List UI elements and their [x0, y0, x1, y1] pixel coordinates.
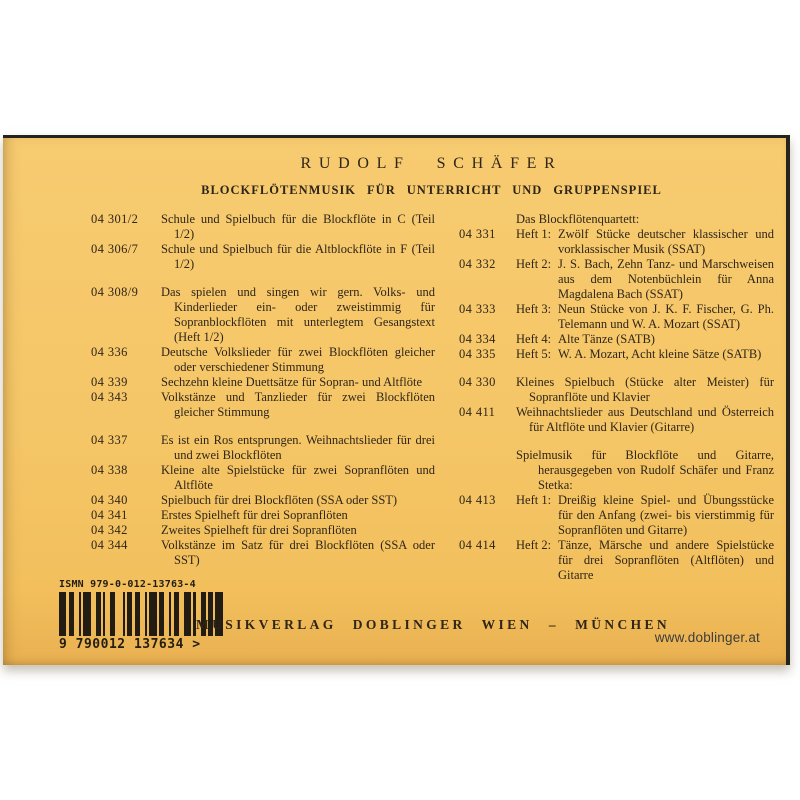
- publisher-line: MUSIKVERLAG DOBLINGER WIEN – MÜNCHEN: [195, 617, 671, 632]
- catalog-number: 04 334: [459, 332, 496, 346]
- catalog-row: [91, 433, 435, 463]
- catalog-entry-text: Erstes Spielheft für drei Sopranflöten: [161, 508, 348, 522]
- catalog-row: [459, 493, 774, 538]
- catalog-entry-text: Das spielen und singen wir gern. Volks- und Kinderlieder ein- oder zweistimmig für Sopranblockflöten mit unterlegtem Gesangstext (Heft 1/2): [161, 285, 435, 344]
- catalog-entry-text: Zwölf Stücke deutscher klassischer und vorklassischer Musik (SSAT): [558, 227, 774, 256]
- catalog-row: [459, 257, 774, 302]
- catalog-entry-text: Volkstänze im Satz für drei Blockflöten (SSA oder SST): [161, 538, 435, 567]
- catalog-number: 04 332: [459, 257, 496, 271]
- catalog-row: [91, 390, 435, 420]
- catalog-number: 04 306/7: [91, 242, 139, 256]
- heft-label: Heft 2:: [516, 257, 552, 271]
- catalog-number: 04 337: [91, 433, 128, 447]
- catalog-entry-text: Schule und Spielbuch für die Altblockflöte in F (Teil 1/2): [161, 242, 435, 271]
- barcode: [59, 579, 223, 652]
- heft-label: Heft 5:: [516, 347, 552, 361]
- catalog-column-left: [91, 212, 435, 583]
- heft-label: Heft 3:: [516, 302, 552, 316]
- catalog-entry-text: Neun Stücke von J. K. F. Fischer, G. Ph. Telemann und W. A. Mozart (SSAT): [558, 302, 774, 331]
- catalog-number: 04 330: [459, 375, 496, 389]
- barcode-digits: 9 790012 137634 >: [59, 637, 201, 652]
- catalog-row: [91, 508, 435, 523]
- catalog-number: 04 411: [459, 405, 496, 419]
- catalog-number: 04 335: [459, 347, 496, 361]
- catalog-row: [459, 405, 774, 435]
- catalog-entry-text: Dreißig kleine Spiel- und Übungsstücke für den Anfang (zwei- bis vierstimmig für Sopranflöten und Gitarre): [558, 493, 774, 537]
- catalog-row: [459, 538, 774, 583]
- catalog-number: 04 336: [91, 345, 128, 359]
- catalog-entry-text: J. S. Bach, Zehn Tanz- und Marschweisen aus dem Notenbüchlein für Anna Magdalena Bach (SSAT): [558, 257, 774, 301]
- headline: [91, 155, 772, 198]
- catalog-row: [91, 242, 435, 272]
- section-header-quartett: Das Blockflötenquartett:: [516, 212, 640, 226]
- series-note: Spielmusik für Blockflöte und Gitarre, herausgegeben von Rudolf Schäfer und Franz Stetka:: [516, 448, 774, 492]
- catalog-number: 04 344: [91, 538, 128, 552]
- catalog-columns: [91, 212, 774, 583]
- catalog-entry-text: Volkstänze und Tanzlieder für zwei Blockflöten gleicher Stimmung: [161, 390, 435, 419]
- book-back-cover: [3, 135, 790, 665]
- heft-label: Heft 2:: [516, 538, 552, 552]
- catalog-number: 04 338: [91, 463, 128, 477]
- catalog-entry-text: Sechzehn kleine Duettsätze für Sopran- und Altflöte: [161, 375, 423, 389]
- catalog-number: 04 341: [91, 508, 128, 522]
- catalog-row: [459, 375, 774, 405]
- catalog-entry-text: Es ist ein Ros entsprungen. Weihnachtslieder für drei und zwei Blockflöten: [161, 433, 435, 462]
- catalog-entry-text: Alte Tänze (SATB): [558, 332, 655, 346]
- catalog-row: [91, 375, 435, 390]
- heft-label: Heft 1:: [516, 227, 552, 241]
- catalog-entry-text: W. A. Mozart, Acht kleine Sätze (SATB): [558, 347, 762, 361]
- catalog-row: [91, 523, 435, 538]
- website-label: www.doblinger.at: [654, 630, 760, 645]
- catalog-number: 04 342: [91, 523, 128, 537]
- catalog-entry-text: Deutsche Volkslieder für zwei Blockflöten gleicher oder verschiedener Stimmung: [161, 345, 435, 374]
- catalog-row: [91, 538, 435, 568]
- catalog-row: [459, 302, 774, 332]
- catalog-number: 04 339: [91, 375, 128, 389]
- catalog-number: 04 340: [91, 493, 128, 507]
- catalog-entry-text: Kleine alte Spielstücke für zwei Sopranflöten und Altflöte: [161, 463, 435, 492]
- catalog-entry-text: Schule und Spielbuch für die Blockflöte in C (Teil 1/2): [161, 212, 435, 241]
- catalog-column-right: [459, 212, 774, 583]
- catalog-number: 04 331: [459, 227, 496, 241]
- catalog-entry-text: Spielbuch für drei Blockflöten (SSA oder SST): [161, 493, 398, 507]
- catalog-row: [91, 345, 435, 375]
- heft-label: Heft 4:: [516, 332, 552, 346]
- page-subtitle: BLOCKFLÖTENMUSIK FÜR UNTERRICHT UND GRUPPENSPIEL: [201, 183, 662, 197]
- catalog-row: [459, 332, 774, 347]
- ismn-label: ISMN 979-0-012-13763-4: [59, 579, 196, 590]
- catalog-number: 04 308/9: [91, 285, 139, 299]
- catalog-number: 04 343: [91, 390, 128, 404]
- heft-label: Heft 1:: [516, 493, 552, 507]
- catalog-row: [91, 212, 435, 242]
- catalog-entry-text: Tänze, Märsche und andere Spielstücke für drei Sopranflöten (Altflöten) und Gitarre: [558, 538, 774, 582]
- page-title: RUDOLF SCHÄFER: [300, 155, 563, 172]
- catalog-number: 04 301/2: [91, 212, 139, 226]
- catalog-row: [91, 285, 435, 345]
- catalog-row: [91, 463, 435, 493]
- catalog-number: 04 414: [459, 538, 496, 552]
- catalog-number: 04 333: [459, 302, 496, 316]
- catalog-entry-text: Kleines Spielbuch (Stücke alter Meister) für Sopranflöte und Klavier: [516, 375, 774, 404]
- catalog-number: 04 413: [459, 493, 496, 507]
- catalog-row: [459, 227, 774, 257]
- catalog-row: [91, 493, 435, 508]
- catalog-row: [459, 347, 774, 362]
- catalog-entry-text: Weihnachtslieder aus Deutschland und Österreich für Altflöte und Klavier (Gitarre): [516, 405, 774, 434]
- catalog-entry-text: Zweites Spielheft für drei Sopranflöten: [161, 523, 357, 537]
